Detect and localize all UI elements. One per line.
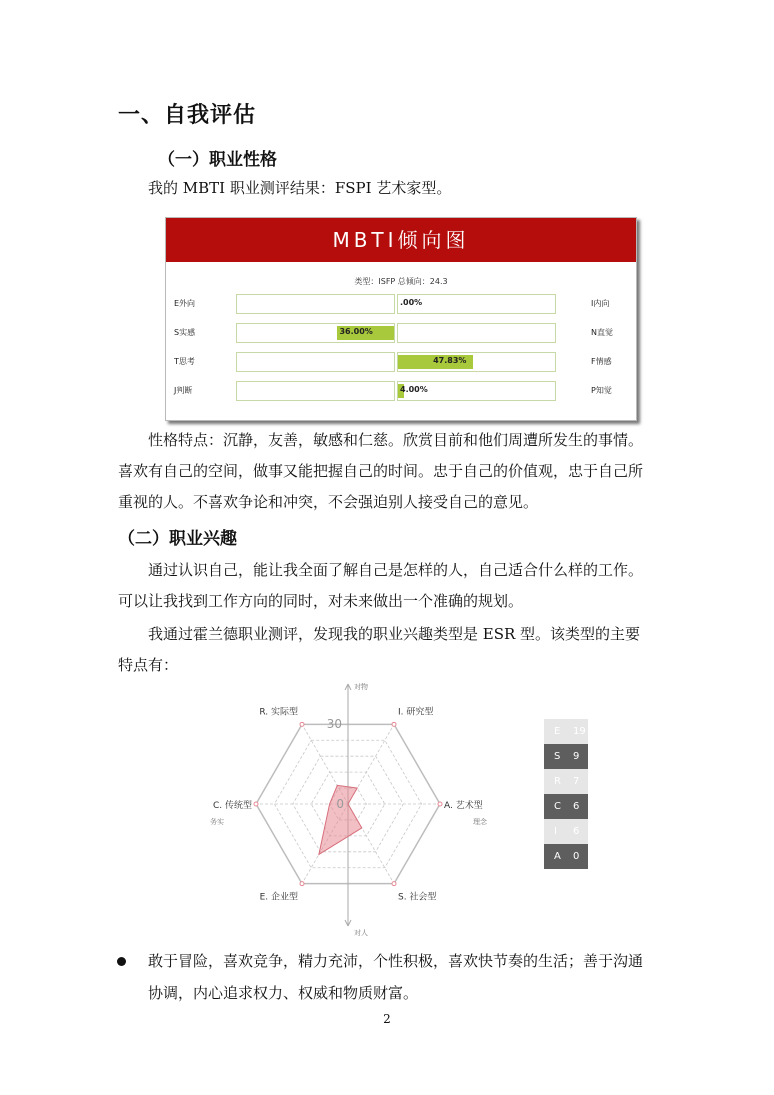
radar-axis-label: A. 艺术型 xyxy=(444,801,483,811)
mbti-right-label: F情感 xyxy=(591,357,612,366)
radar-axis-label: S. 社会型 xyxy=(398,892,437,903)
mbti-left-label: S实感 xyxy=(174,328,196,337)
mbti-tendency-chart xyxy=(165,217,637,421)
mbti-bar-track xyxy=(236,381,395,401)
radar-axis-title: 对物 xyxy=(354,683,368,691)
interest-para1-line-1: 通过认识自己，能让我全面了解自己是怎样的人，自己适合什么样的工作。 xyxy=(148,561,644,579)
mbti-bar-track xyxy=(397,294,556,314)
heading-career-interest: （二）职业兴趣 xyxy=(118,529,237,549)
radar-vertex-dot xyxy=(254,802,258,806)
interest-para2-line-2: 特点有： xyxy=(118,656,179,674)
personality-line-3: 重视的人。不喜欢争论和冲突，不会强迫别人接受自己的意见。 xyxy=(118,493,539,511)
legend-value: 19 xyxy=(573,726,586,737)
mbti-right-label: P知觉 xyxy=(591,386,612,395)
radar-axis-label: I. 研究型 xyxy=(398,707,434,718)
heading-career-personality: （一）职业性格 xyxy=(158,150,277,170)
mbti-right-label: N直觉 xyxy=(591,328,613,337)
radar-axis-label: C. 传统型 xyxy=(212,801,252,811)
radar-vertex-dot xyxy=(392,722,396,726)
radar-vertex-dot xyxy=(300,722,304,726)
radar-vertex-dot xyxy=(438,802,442,806)
legend-row xyxy=(544,744,588,769)
radar-tick-label: 0 xyxy=(336,797,344,811)
personality-line-2: 喜欢有自己的空间，做事又能把握自己的时间。忠于自己的价值观，忠于自己所 xyxy=(118,462,644,480)
mbti-chart-subtitle: 类型：ISFP 总倾向：24.3 xyxy=(354,277,448,286)
radar-vertex-dot xyxy=(392,882,396,886)
bullet-dot-icon xyxy=(117,957,126,966)
bullet-line-1: 敢于冒险，喜欢竞争，精力充沛，个性积极，喜欢快节奏的生活；善于沟通 xyxy=(148,952,644,970)
holland-score-legend xyxy=(544,719,588,869)
legend-row xyxy=(544,819,588,844)
radar-axis-title: 理念 xyxy=(473,818,487,826)
holland-radar-chart xyxy=(190,676,510,941)
radar-series-polygon xyxy=(319,785,362,854)
mbti-bar-value: .00% xyxy=(400,298,423,307)
mbti-bar-track xyxy=(236,323,395,343)
mbti-bar-value: 36.00% xyxy=(339,327,373,336)
radar-axis-title: 对人 xyxy=(354,929,368,937)
legend-code: R xyxy=(554,776,561,787)
legend-value: 7 xyxy=(573,776,580,787)
mbti-bar-track xyxy=(236,352,395,372)
interest-para1-line-2: 可以让我找到工作方向的同时，对未来做出一个准确的规划。 xyxy=(118,592,524,610)
legend-value: 6 xyxy=(573,801,580,812)
legend-code: S xyxy=(554,751,561,762)
mbti-chart-title: MBTI倾向图 xyxy=(166,218,636,262)
mbti-bar-track xyxy=(397,352,556,372)
legend-row xyxy=(544,844,588,869)
bullet-line-2: 协调，内心追求权力、权威和物质财富。 xyxy=(148,984,419,1002)
legend-value: 6 xyxy=(573,826,580,837)
mbti-bar-value: 47.83% xyxy=(433,356,467,365)
mbti-bar-track xyxy=(236,294,395,314)
heading-self-assessment: 一、自我评估 xyxy=(118,103,257,128)
legend-code: I xyxy=(554,826,557,837)
radar-axis-title: 务实 xyxy=(210,818,224,826)
mbti-bar-track xyxy=(397,381,556,401)
page-number: 2 xyxy=(383,1012,391,1026)
radar-axis-label: E. 企业型 xyxy=(259,892,298,903)
radar-vertex-dot xyxy=(300,882,304,886)
legend-code: C xyxy=(554,801,561,812)
mbti-bar-value: 4.00% xyxy=(400,385,428,394)
radar-tick-label: 30 xyxy=(326,717,342,731)
legend-row xyxy=(544,794,588,819)
mbti-left-label: J判断 xyxy=(174,386,193,395)
legend-code: A xyxy=(554,851,561,862)
mbti-left-label: E外向 xyxy=(174,299,196,308)
mbti-bar-track xyxy=(397,323,556,343)
personality-line-1: 性格特点：沉静，友善，敏感和仁慈。欣赏目前和他们周遭所发生的事情。 xyxy=(148,431,644,449)
mbti-result-text: 我的 MBTI 职业测评结果：FSPI 艺术家型。 xyxy=(148,179,452,197)
legend-row xyxy=(544,769,588,794)
radar-axis-label: R. 实际型 xyxy=(259,707,298,718)
legend-row xyxy=(544,719,588,744)
legend-value: 9 xyxy=(573,751,580,762)
interest-para2-line-1: 我通过霍兰德职业测评，发现我的职业兴趣类型是 ESR 型。该类型的主要 xyxy=(148,625,641,643)
mbti-right-label: I内向 xyxy=(591,299,610,308)
legend-value: 0 xyxy=(573,851,580,862)
legend-code: E xyxy=(554,726,561,737)
mbti-left-label: T思考 xyxy=(174,357,195,366)
